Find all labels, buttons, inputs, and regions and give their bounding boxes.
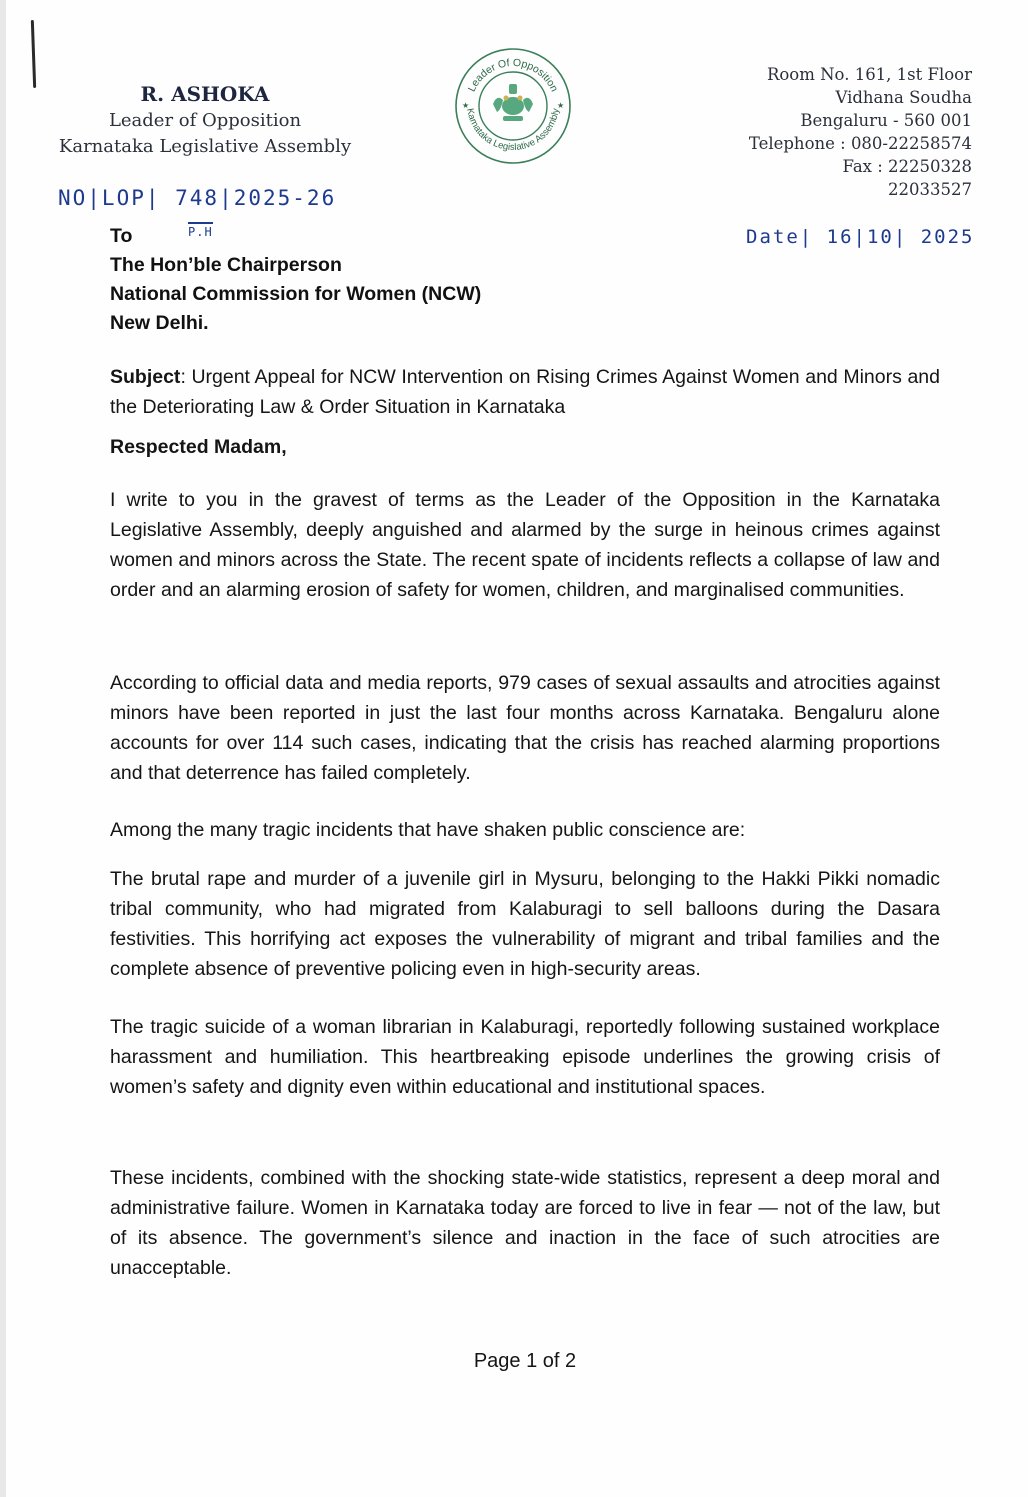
address-line-telephone: Telephone : 080-22258574 <box>748 134 972 153</box>
subject-line <box>110 362 940 422</box>
letterhead-sender <box>50 80 360 160</box>
page-indicator: Page 1 of 2 <box>473 1350 577 1372</box>
seal-top-text: Leader Of Opposition <box>465 56 561 94</box>
recipient-organisation: National Commission for Women (NCW) <box>110 283 482 305</box>
body-paragraph: These incidents, combined with the shocking state-wide statistics, represent a deep moral and administrative failure. Women in Karnataka today are forced to live in fear — not of the law, but of its absence. The government’s silence and inaction in the face of such atrocities are unacceptable. <box>110 1167 940 1279</box>
handwritten-annotation: P.H <box>188 222 213 239</box>
address-line-fax-alt: 22033527 <box>888 180 972 199</box>
seal-bottom-text: Karnataka Legislative Assembly <box>464 107 562 154</box>
subject-label: Subject <box>110 366 181 388</box>
handwritten-date: Date| 16|10| 2025 <box>746 226 975 248</box>
body-paragraph: The tragic suicide of a woman librarian in Kalaburagi, reportedly following sustained workplace harassment and humiliation. This heartbreaking episode underlines the growing crisis of women’s safety and dignity even within educational and institutional spaces. <box>110 1016 940 1098</box>
sender-organisation: Karnataka Legislative Assembly <box>58 136 352 157</box>
sender-name: R. ASHOKA <box>140 82 270 106</box>
recipient-block <box>110 222 481 338</box>
recipient-city: New Delhi. <box>110 312 209 334</box>
address-line-room: Room No. 161, 1st Floor <box>766 65 972 84</box>
sender-designation: Leader of Opposition <box>108 110 302 131</box>
body-paragraph: I write to you in the gravest of terms as the Leader of the Opposition in the Karnataka Legislative Assembly, deeply anguished and alarmed by the surge in heinous crimes against women and minors across the State. The recent spate of incidents reflects a collapse of law and order and an alarming erosion of safety for women, children, and marginalised communities. <box>110 489 940 601</box>
subject-text: : Urgent Appeal for NCW Intervention on Rising Crimes Against Women and Minors and the Deteriorating Law & Order Situation in Karnataka <box>110 366 940 418</box>
recipient-title: The Hon’ble Chairperson <box>110 254 342 276</box>
salutation: Respected Madam, <box>110 436 287 458</box>
svg-text:★: ★ <box>557 101 565 110</box>
body-paragraph: Among the many tragic incidents that have shaken public conscience are: <box>110 819 746 841</box>
body-paragraph: According to official data and media reports, 979 cases of sexual assaults and atrocities against minors have been reported in just the last four months across Karnataka. Bengaluru alone accounts for over 114 such cases, indicating that the crisis has reached alarming proportions and that deterrence has failed completely. <box>110 672 940 784</box>
handwritten-reference-number: NO|LOP| 748|2025-26 <box>58 186 337 210</box>
emblem-icon <box>493 84 533 121</box>
recipient-to: To <box>110 225 133 247</box>
address-line-city: Bengaluru - 560 001 <box>800 111 972 130</box>
svg-text:★: ★ <box>462 101 470 110</box>
body-paragraph: The brutal rape and murder of a juvenile girl in Mysuru, belonging to the Hakki Pikki nomadic tribal community, who had migrated from Kalaburagi to sell balloons during the Dasara festivities. This horrifying act exposes the vulnerability of migrant and tribal families and the complete absence of preventive policing even in high-security areas. <box>110 868 940 980</box>
address-line-building: Vidhana Soudha <box>835 88 972 107</box>
scan-edge <box>0 0 6 1497</box>
official-seal-icon <box>453 46 573 166</box>
letterhead-address <box>749 63 972 201</box>
address-line-fax: Fax : 22250328 <box>842 157 972 176</box>
margin-pen-mark <box>31 20 36 88</box>
